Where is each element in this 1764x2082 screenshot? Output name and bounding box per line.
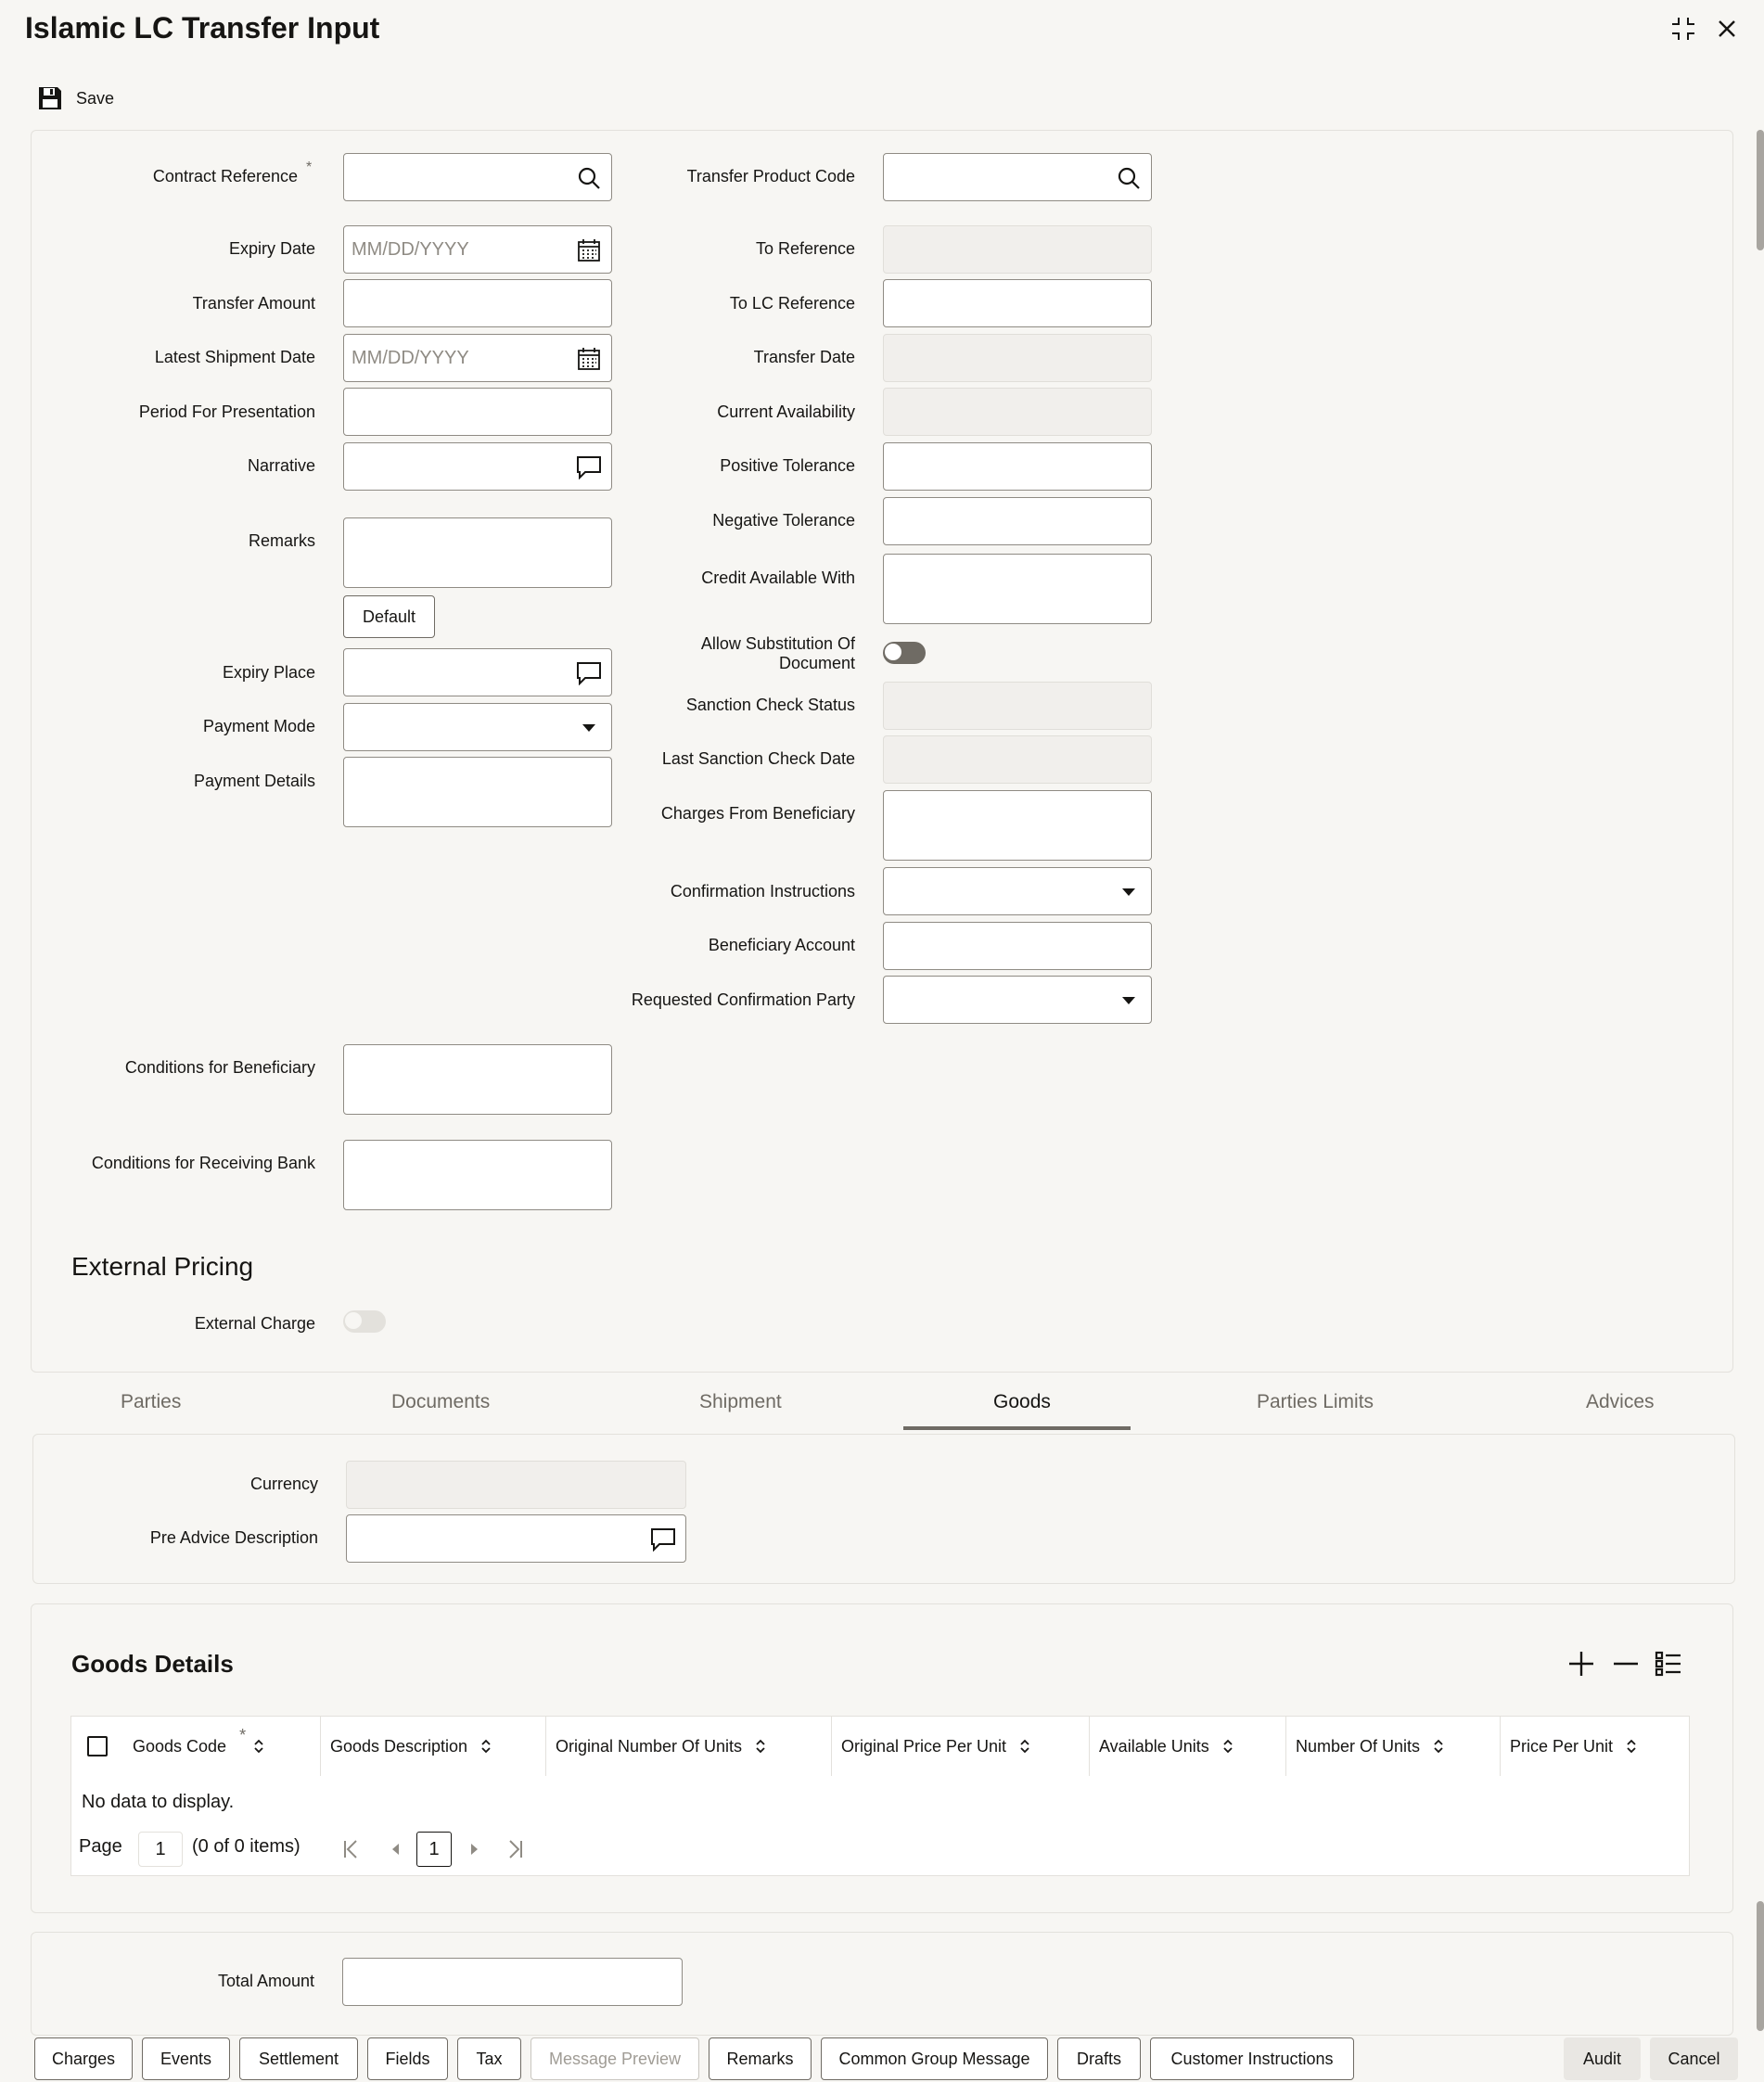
credit-available-with-label: Credit Available With [701, 568, 855, 587]
total-amount-input[interactable] [342, 1958, 683, 2006]
first-page-icon[interactable] [342, 1839, 359, 1864]
currency-label: Currency [249, 1475, 318, 1493]
comment-icon[interactable] [650, 1526, 676, 1552]
sanction-check-status-label: Sanction Check Status [685, 696, 855, 714]
requested-confirmation-party-label: Requested Confirmation Party [631, 990, 855, 1009]
select-all-checkbox[interactable] [87, 1736, 108, 1756]
add-row-icon[interactable] [1567, 1650, 1595, 1682]
page-title: Islamic LC Transfer Input [25, 11, 380, 45]
sort-icon[interactable] [1222, 1738, 1234, 1755]
sort-icon[interactable] [480, 1738, 492, 1755]
main-form-panel [31, 130, 1733, 1373]
conditions-beneficiary-label: Conditions for Beneficiary [124, 1058, 315, 1077]
tax-button[interactable]: Tax [457, 2037, 521, 2080]
transfer-amount-label: Transfer Amount [192, 294, 315, 313]
settlement-button[interactable]: Settlement [239, 2037, 358, 2080]
select-all-checkbox-cell [71, 1717, 123, 1776]
current-availability-input [883, 388, 1152, 436]
expiry-date-input[interactable] [343, 225, 612, 274]
last-sanction-check-date-label: Last Sanction Check Date [661, 749, 855, 768]
drafts-button[interactable]: Drafts [1057, 2037, 1141, 2080]
beneficiary-account-label: Beneficiary Account [708, 936, 855, 954]
tab-parties[interactable]: Parties [121, 1391, 182, 1412]
external-charge-toggle [343, 1310, 386, 1333]
default-button[interactable]: Default [343, 595, 435, 638]
currency-input [346, 1461, 686, 1509]
required-mark: * [306, 160, 313, 175]
events-button[interactable]: Events [142, 2037, 230, 2080]
required-mark: * [239, 1725, 247, 1744]
calendar-icon[interactable] [576, 237, 602, 263]
conditions-beneficiary-input[interactable] [343, 1044, 612, 1115]
negative-tolerance-input[interactable] [883, 497, 1152, 545]
fields-button[interactable]: Fields [367, 2037, 448, 2080]
narrative-input[interactable] [343, 442, 612, 491]
pre-advice-label: Pre Advice Description [149, 1528, 318, 1547]
tab-parties-limits[interactable]: Parties Limits [1257, 1391, 1374, 1412]
remarks-input[interactable] [343, 517, 612, 588]
sort-icon[interactable] [755, 1738, 766, 1755]
current-availability-label: Current Availability [717, 402, 855, 421]
current-page-button[interactable]: 1 [416, 1832, 452, 1867]
allow-substitution-label: Allow Substitution Of Document [700, 634, 855, 672]
narrative-label: Narrative [247, 456, 315, 475]
remarks-button[interactable]: Remarks [709, 2037, 812, 2080]
tab-advices[interactable]: Advices [1586, 1391, 1655, 1412]
latest-shipment-date-placeholder: MM/DD/YYYY [352, 348, 469, 368]
page-number-input[interactable]: 1 [138, 1832, 183, 1867]
customer-instructions-button[interactable]: Customer Instructions [1150, 2037, 1354, 2080]
items-count: (0 of 0 items) [192, 1836, 300, 1857]
comment-icon[interactable] [576, 454, 602, 480]
scrollbar-thumb-lower[interactable] [1757, 1901, 1764, 2031]
sort-icon[interactable] [253, 1738, 264, 1755]
allow-substitution-toggle[interactable] [883, 642, 926, 664]
to-reference-label: To Reference [755, 239, 855, 258]
audit-button[interactable]: Audit [1564, 2037, 1641, 2080]
goods-table-header [70, 1716, 1690, 1777]
to-reference-input [883, 225, 1152, 274]
expiry-place-input[interactable] [343, 648, 612, 696]
transfer-product-code-input[interactable] [883, 153, 1152, 201]
external-pricing-heading: External Pricing [71, 1252, 254, 1281]
empty-table-message: No data to display. [82, 1792, 235, 1812]
expiry-date-placeholder: MM/DD/YYYY [352, 239, 469, 260]
latest-shipment-date-label: Latest Shipment Date [154, 348, 315, 366]
save-label: Save [76, 88, 115, 108]
column-number-of-units[interactable]: Number Of Units [1286, 1717, 1501, 1776]
conditions-receiving-bank-label: Conditions for Receiving Bank [91, 1154, 315, 1172]
search-icon[interactable] [1116, 165, 1142, 191]
contract-reference-label: Contract Reference [152, 167, 298, 185]
sanction-check-status-input [883, 682, 1152, 730]
last-sanction-check-date-input [883, 735, 1152, 784]
latest-shipment-date-input[interactable] [343, 334, 612, 382]
sort-icon[interactable] [1019, 1738, 1030, 1755]
tab-shipment[interactable]: Shipment [699, 1391, 782, 1412]
payment-details-input[interactable] [343, 757, 612, 827]
transfer-amount-input[interactable] [343, 279, 612, 327]
payment-mode-label: Payment Mode [202, 717, 315, 735]
close-icon[interactable] [1711, 13, 1743, 45]
contract-reference-input[interactable] [343, 153, 612, 201]
pre-advice-input[interactable] [346, 1514, 686, 1563]
save-button[interactable] [37, 85, 114, 111]
active-tab-indicator [903, 1426, 1131, 1430]
save-icon [37, 85, 63, 111]
transfer-product-code-label: Transfer Product Code [686, 167, 855, 185]
previous-page-icon[interactable] [390, 1843, 400, 1860]
conditions-receiving-bank-input[interactable] [343, 1140, 612, 1210]
period-for-presentation-label: Period For Presentation [138, 402, 315, 421]
chevron-down-icon [1116, 988, 1142, 1014]
scrollbar-thumb[interactable] [1757, 130, 1764, 250]
remove-row-icon[interactable] [1612, 1650, 1640, 1682]
beneficiary-account-input[interactable] [883, 922, 1152, 970]
confirmation-instructions-select[interactable] [883, 867, 1152, 915]
confirmation-instructions-label: Confirmation Instructions [670, 882, 855, 900]
list-view-icon[interactable] [1655, 1650, 1682, 1682]
column-original-price-per-unit[interactable]: Original Price Per Unit [832, 1717, 1090, 1776]
payment-details-label: Payment Details [193, 772, 315, 790]
external-charge-label: External Charge [194, 1314, 315, 1333]
positive-tolerance-label: Positive Tolerance [720, 456, 855, 475]
requested-confirmation-party-select[interactable] [883, 976, 1152, 1024]
tab-documents[interactable]: Documents [391, 1391, 491, 1412]
to-lc-reference-input[interactable] [883, 279, 1152, 327]
chevron-down-icon [576, 715, 602, 741]
next-page-icon[interactable] [470, 1843, 479, 1860]
column-goods-description[interactable]: Goods Description [321, 1717, 546, 1776]
calendar-icon[interactable] [576, 346, 602, 372]
goods-details-heading: Goods Details [71, 1650, 234, 1678]
search-icon[interactable] [576, 165, 602, 191]
column-original-number-of-units[interactable]: Original Number Of Units [546, 1717, 832, 1776]
total-amount-label: Total Amount [217, 1972, 314, 1990]
column-price-per-unit[interactable]: Price Per Unit [1501, 1717, 1689, 1776]
positive-tolerance-input[interactable] [883, 442, 1152, 491]
payment-mode-select[interactable] [343, 703, 612, 751]
credit-available-with-input[interactable] [883, 554, 1152, 624]
collapse-icon[interactable] [1668, 13, 1699, 45]
charges-from-beneficiary-label: Charges From Beneficiary [660, 804, 855, 823]
cancel-button[interactable]: Cancel [1650, 2037, 1738, 2080]
common-group-message-button[interactable]: Common Group Message [821, 2037, 1048, 2080]
goods-tab-panel [32, 1434, 1735, 1584]
last-page-icon[interactable] [507, 1839, 524, 1864]
column-goods-code[interactable]: Goods Code * [123, 1717, 321, 1776]
negative-tolerance-label: Negative Tolerance [712, 511, 855, 530]
sort-icon[interactable] [1433, 1738, 1444, 1755]
remarks-label: Remarks [248, 531, 315, 550]
sort-icon[interactable] [1626, 1738, 1637, 1755]
page-label: Page [79, 1836, 122, 1857]
period-for-presentation-input[interactable] [343, 388, 612, 436]
chevron-down-icon [1116, 879, 1142, 905]
goods-table-body [70, 1776, 1690, 1876]
tab-goods[interactable]: Goods [993, 1391, 1051, 1412]
charges-button[interactable]: Charges [34, 2037, 133, 2080]
transfer-date-label: Transfer Date [753, 348, 855, 366]
comment-icon[interactable] [576, 660, 602, 686]
column-available-units[interactable]: Available Units [1090, 1717, 1286, 1776]
to-lc-reference-label: To LC Reference [729, 294, 855, 313]
expiry-place-label: Expiry Place [222, 663, 315, 682]
expiry-date-label: Expiry Date [228, 239, 315, 258]
transfer-date-input [883, 334, 1152, 382]
charges-from-beneficiary-input[interactable] [883, 790, 1152, 861]
message-preview-button[interactable]: Message Preview [530, 2037, 699, 2080]
